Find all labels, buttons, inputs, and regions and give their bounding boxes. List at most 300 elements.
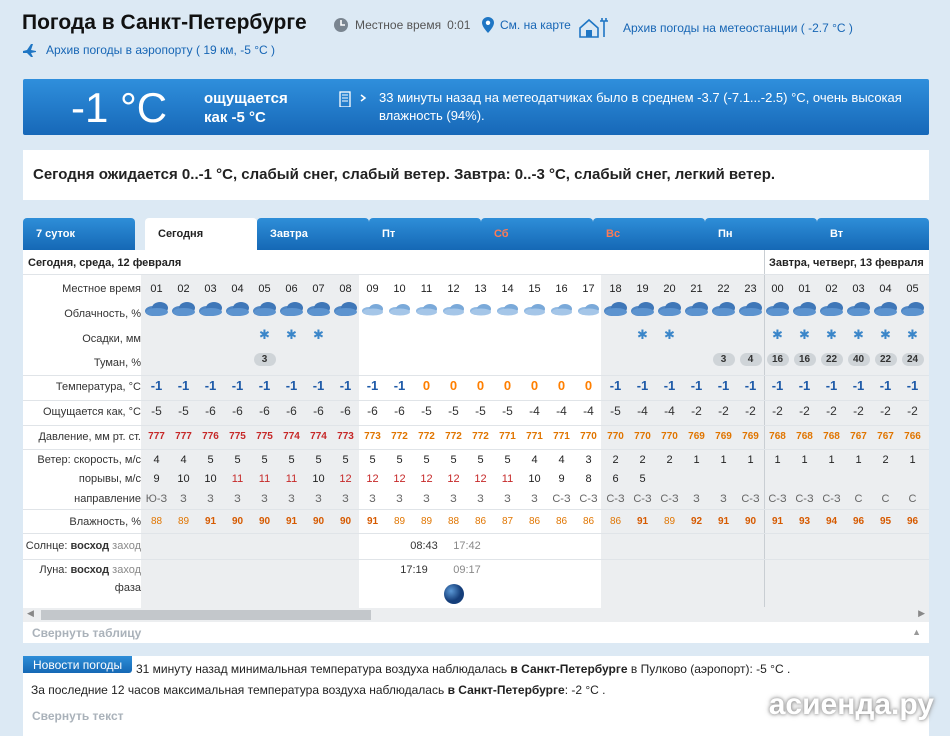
current-weather-bar: [23, 79, 929, 135]
scroll-right-icon[interactable]: ▶: [918, 608, 925, 618]
snow-icon: ✱: [826, 327, 837, 342]
today-label: Сегодня, среда, 12 февраля: [28, 257, 182, 269]
pressure-value: 768: [823, 431, 840, 442]
humidity-value: 89: [420, 516, 433, 527]
pressure-value: 769: [715, 431, 732, 442]
feels-value: -2: [880, 404, 891, 418]
humidity-value: 90: [339, 516, 352, 527]
row-label-gusts: порывы, м/с: [78, 473, 141, 485]
wind-value: 3: [585, 454, 592, 466]
gust-value: 6: [612, 473, 619, 485]
snow-icon: ✱: [853, 327, 864, 342]
cloud-icon: [710, 301, 737, 320]
pressure-value: 768: [769, 431, 786, 442]
temp-value: -1: [312, 378, 325, 393]
hour-label: 20: [663, 283, 676, 295]
cloud-icon: [521, 301, 548, 320]
gust-value: 12: [447, 473, 460, 485]
wind-value: 2: [666, 454, 673, 466]
wind-dir: З: [477, 493, 484, 505]
temp-value: -1: [771, 378, 784, 393]
wind-dir: З: [504, 493, 511, 505]
row-label-moon: Луна: восход заход: [39, 564, 141, 576]
humidity-value: 91: [717, 516, 730, 527]
fog-badge: [818, 353, 845, 366]
feels-value: -2: [799, 404, 810, 418]
tab-tue[interactable]: Вт: [817, 218, 929, 250]
humidity-value: 86: [609, 516, 622, 527]
hour-label: 10: [393, 283, 406, 295]
row-label-precip: Осадки, мм: [82, 333, 141, 345]
wind-dir: С: [854, 493, 863, 505]
humidity-value: 91: [285, 516, 298, 527]
tab-sat[interactable]: Сб: [481, 218, 593, 250]
temp-value: -1: [393, 378, 406, 393]
temp-value: -1: [609, 378, 622, 393]
pressure-value: 772: [472, 431, 489, 442]
wind-value: 1: [909, 454, 916, 466]
temp-value: 0: [530, 378, 539, 393]
header: [0, 0, 950, 70]
cloud-icon: [197, 301, 224, 320]
hour-label: 11: [420, 283, 433, 295]
humidity-value: 86: [582, 516, 595, 527]
gust-value: 12: [474, 473, 487, 485]
temp-value: -1: [663, 378, 676, 393]
news-line-1: 31 минуту назад минимальная температура воздуха наблюдалась в Санкт-Петербурге в Пулково (аэропорт): -5 °C .: [136, 662, 791, 676]
pressure-value: 775: [256, 431, 273, 442]
feels-value: -5: [610, 404, 621, 418]
wind-dir: З: [234, 493, 241, 505]
wind-value: 4: [180, 454, 187, 466]
hour-label: 03: [852, 283, 865, 295]
cloud-icon: [170, 301, 197, 320]
feels-like-line2: как -5 °C: [204, 109, 266, 126]
humidity-value: 96: [852, 516, 865, 527]
wind-dir: З: [342, 493, 349, 505]
cloud-icon: [899, 301, 926, 320]
feels-value: -5: [502, 404, 513, 418]
hour-label: 22: [717, 283, 730, 295]
gust-value: 10: [528, 473, 541, 485]
scroll-thumb[interactable]: [41, 610, 371, 620]
feels-like-line1: ощущается: [204, 90, 288, 107]
row-label-temp: Температура, °C: [55, 381, 141, 393]
gust-value: 10: [177, 473, 190, 485]
hour-label: 04: [231, 283, 244, 295]
wind-value: 1: [855, 454, 862, 466]
pressure-value: 770: [661, 431, 678, 442]
temp-value: -1: [177, 378, 190, 393]
feels-value: -6: [313, 404, 324, 418]
pressure-value: 771: [526, 431, 543, 442]
cloud-icon: [251, 301, 278, 320]
hour-label: 04: [879, 283, 892, 295]
gust-value: 8: [585, 473, 592, 485]
airport-archive-link[interactable]: [22, 43, 275, 57]
humidity-value: 86: [528, 516, 541, 527]
collapse-text-link[interactable]: Свернуть текст: [32, 709, 124, 723]
tab-today[interactable]: Сегодня: [145, 218, 257, 250]
wind-dir: З: [693, 493, 700, 505]
wind-dir: С-З: [741, 493, 760, 505]
hour-label: 01: [150, 283, 163, 295]
wind-value: 5: [342, 454, 349, 466]
humidity-value: 91: [366, 516, 379, 527]
pressure-value: 773: [364, 431, 381, 442]
feels-value: -2: [907, 404, 918, 418]
map-link[interactable]: [482, 17, 571, 33]
humidity-value: 86: [555, 516, 568, 527]
row-label-time: Местное время: [62, 283, 141, 295]
cloud-icon: [305, 301, 332, 320]
pressure-value: 776: [202, 431, 219, 442]
hour-label: 17: [582, 283, 595, 295]
pressure-value: 774: [283, 431, 300, 442]
wind-dir: З: [180, 493, 187, 505]
hour-label: 19: [636, 283, 649, 295]
fog-value: 16: [794, 353, 816, 366]
wind-value: 2: [612, 454, 619, 466]
wind-value: 1: [747, 454, 754, 466]
hour-label: 23: [744, 283, 757, 295]
feels-value: -5: [421, 404, 432, 418]
fog-badge: [845, 353, 872, 366]
sunrise-time: 08:43: [410, 540, 438, 552]
wind-dir: З: [369, 493, 376, 505]
wind-value: 5: [315, 454, 322, 466]
building-sensor-icon: [338, 89, 368, 107]
cloud-icon: [386, 301, 413, 320]
feels-value: -4: [529, 404, 540, 418]
temp-value: 0: [503, 378, 512, 393]
cloud-icon: [818, 301, 845, 320]
fog-value: 4: [740, 353, 762, 366]
row-label-fog: Туман, %: [93, 357, 141, 369]
forecast-summary: Сегодня ожидается 0..-1 °C, слабый снег, слабый ветер. Завтра: 0..-3 °C, слабый снег, легкий ветер.: [23, 150, 929, 200]
fog-value: 40: [848, 353, 870, 366]
humidity-value: 89: [393, 516, 406, 527]
humidity-value: 89: [663, 516, 676, 527]
feels-value: -6: [340, 404, 351, 418]
wind-value: 1: [801, 454, 808, 466]
humidity-value: 88: [150, 516, 163, 527]
row-label-cloud: Облачность, %: [64, 308, 141, 320]
gust-value: 9: [558, 473, 565, 485]
local-time-label: Местное время: [355, 18, 442, 32]
wind-dir: З: [450, 493, 457, 505]
pressure-value: 767: [850, 431, 867, 442]
hour-label: 12: [447, 283, 460, 295]
cloud-icon: [494, 301, 521, 320]
temp-value: -1: [366, 378, 379, 393]
temp-value: -1: [852, 378, 865, 393]
cloud-icon: [737, 301, 764, 320]
wind-value: 4: [531, 454, 538, 466]
pressure-value: 772: [418, 431, 435, 442]
hour-label: 02: [177, 283, 190, 295]
humidity-value: 91: [771, 516, 784, 527]
pressure-value: 770: [580, 431, 597, 442]
wind-value: 5: [423, 454, 430, 466]
hour-label: 01: [798, 283, 811, 295]
feels-value: -5: [448, 404, 459, 418]
feels-value: -2: [826, 404, 837, 418]
hour-label: 13: [474, 283, 487, 295]
temp-value: -1: [258, 378, 271, 393]
feels-value: -5: [475, 404, 486, 418]
hour-label: 06: [285, 283, 298, 295]
wind-value: 4: [153, 454, 160, 466]
hour-label: 07: [312, 283, 325, 295]
temp-value: 0: [557, 378, 566, 393]
wind-dir: С-З: [822, 493, 841, 505]
tab-fri[interactable]: Пт: [369, 218, 481, 250]
feels-value: -5: [151, 404, 162, 418]
airport-archive-label[interactable]: Архив погоды в аэропорту ( 19 км, -5 °C ): [46, 43, 275, 57]
row-label-sun: Солнце: восход заход: [25, 540, 141, 552]
feels-value: -4: [556, 404, 567, 418]
tab-sun[interactable]: Вс: [593, 218, 705, 250]
page-title: Погода в Санкт-Петербурге: [22, 11, 307, 34]
temp-value: -1: [690, 378, 703, 393]
wind-value: 2: [882, 454, 889, 466]
feels-value: -6: [259, 404, 270, 418]
cloud-icon: [656, 301, 683, 320]
feels-value: -2: [772, 404, 783, 418]
wind-dir: З: [396, 493, 403, 505]
cloud-icon: [143, 301, 170, 320]
pressure-value: 777: [175, 431, 192, 442]
wind-dir: З: [288, 493, 295, 505]
gust-value: 10: [204, 473, 217, 485]
temp-value: -1: [636, 378, 649, 393]
feels-value: -4: [583, 404, 594, 418]
feels-value: -6: [367, 404, 378, 418]
wind-dir: З: [531, 493, 538, 505]
news-tag: Новости погоды: [23, 656, 132, 673]
snow-icon: ✱: [664, 327, 675, 342]
fog-value: 22: [875, 353, 897, 366]
fog-value: 3: [254, 353, 276, 366]
pressure-value: 766: [904, 431, 921, 442]
cloud-icon: [602, 301, 629, 320]
news-line-2: За последние 12 часов максимальная температура воздуха наблюдалась в Санкт-Петербурге: -2 °C .: [31, 683, 606, 697]
cloud-icon: [764, 301, 791, 320]
day-tabs: [23, 213, 929, 250]
feels-value: -6: [394, 404, 405, 418]
humidity-value: 93: [798, 516, 811, 527]
gust-value: 10: [312, 473, 325, 485]
wind-value: 5: [369, 454, 376, 466]
fog-badge: [764, 353, 791, 366]
station-archive-link[interactable]: [579, 17, 853, 39]
sensor-text: 33 минуты назад на метеодатчиках было в среднем -3.7 (-7.1...-2.5) °C, очень высокая влажность (94%).: [379, 90, 902, 123]
snow-icon: ✱: [772, 327, 783, 342]
feels-value: -2: [691, 404, 702, 418]
humidity-value: 90: [744, 516, 757, 527]
hour-label: 18: [609, 283, 622, 295]
wind-dir: З: [315, 493, 322, 505]
humidity-value: 88: [447, 516, 460, 527]
snow-icon: ✱: [799, 327, 810, 342]
temp-value: 0: [584, 378, 593, 393]
wind-value: 5: [288, 454, 295, 466]
pressure-value: 774: [310, 431, 327, 442]
moonrise-time: 17:19: [400, 564, 428, 576]
cloud-icon: [332, 301, 359, 320]
gust-value: 11: [501, 473, 514, 485]
hour-label: 05: [906, 283, 919, 295]
wind-dir: С-З: [579, 493, 598, 505]
row-label-feels: Ощущается как, °C: [42, 406, 141, 418]
temp-value: -1: [906, 378, 919, 393]
wind-value: 5: [504, 454, 511, 466]
hour-label: 16: [555, 283, 568, 295]
cloud-icon: [791, 301, 818, 320]
pressure-value: 770: [634, 431, 651, 442]
feels-value: -6: [232, 404, 243, 418]
humidity-value: 94: [825, 516, 838, 527]
cloud-icon: [413, 301, 440, 320]
temp-value: -1: [744, 378, 757, 393]
temp-value: -1: [204, 378, 217, 393]
pressure-value: 771: [499, 431, 516, 442]
local-time-value: 0:01: [447, 18, 471, 32]
cloud-icon: [224, 301, 251, 320]
temp-value: -1: [717, 378, 730, 393]
feels-value: -2: [745, 404, 756, 418]
wind-value: 1: [720, 454, 727, 466]
temp-value: 0: [422, 378, 431, 393]
wind-dir: З: [261, 493, 268, 505]
wind-dir: З: [423, 493, 430, 505]
hour-label: 15: [528, 283, 541, 295]
map-pin-icon: [482, 17, 494, 33]
tomorrow-label: Завтра, четверг, 13 февраля: [769, 257, 924, 269]
hour-label: 09: [366, 283, 379, 295]
humidity-value: 86: [474, 516, 487, 527]
feels-value: -4: [664, 404, 675, 418]
temp-value: -1: [285, 378, 298, 393]
fog-badge: [872, 353, 899, 366]
pressure-value: 767: [877, 431, 894, 442]
cloud-icon: [440, 301, 467, 320]
feels-value: -5: [178, 404, 189, 418]
row-label-dir: направление: [74, 493, 141, 505]
wind-dir: С-З: [606, 493, 625, 505]
humidity-value: 90: [312, 516, 325, 527]
cloud-icon: [467, 301, 494, 320]
temp-value: -1: [879, 378, 892, 393]
fog-value: 24: [902, 353, 924, 366]
pressure-value: 775: [229, 431, 246, 442]
gust-value: 5: [639, 473, 646, 485]
forecast-table: [23, 213, 929, 643]
gust-value: 12: [393, 473, 406, 485]
map-link-label[interactable]: См. на карте: [500, 18, 571, 32]
gust-value: 11: [285, 473, 298, 485]
feels-like: [204, 89, 288, 127]
temp-value: -1: [825, 378, 838, 393]
wind-dir: С: [908, 493, 917, 505]
snow-icon: ✱: [259, 327, 270, 342]
hour-label: 00: [771, 283, 784, 295]
gust-value: 11: [231, 473, 244, 485]
temp-value: 0: [476, 378, 485, 393]
temp-value: -1: [798, 378, 811, 393]
fog-value: 16: [767, 353, 789, 366]
hour-label: 02: [825, 283, 838, 295]
humidity-value: 89: [177, 516, 190, 527]
wind-dir: С: [881, 493, 890, 505]
wind-dir: С-З: [660, 493, 679, 505]
fog-badge: [737, 353, 764, 366]
pressure-value: 772: [391, 431, 408, 442]
humidity-value: 90: [231, 516, 244, 527]
scroll-left-icon[interactable]: ◀: [27, 608, 34, 618]
wind-dir: С-З: [633, 493, 652, 505]
row-label-pressure: Давление, мм рт. ст.: [38, 431, 141, 443]
table-scrollbar[interactable]: [23, 608, 929, 622]
temp-value: -1: [231, 378, 244, 393]
tab-mon[interactable]: Пн: [705, 218, 817, 250]
wind-dir: С-З: [795, 493, 814, 505]
temp-value: -1: [150, 378, 163, 393]
gust-value: 12: [339, 473, 352, 485]
wind-value: 1: [693, 454, 700, 466]
feels-value: -2: [718, 404, 729, 418]
snow-icon: ✱: [637, 327, 648, 342]
cloud-icon: [872, 301, 899, 320]
airplane-icon: [22, 43, 38, 57]
fog-value: 22: [821, 353, 843, 366]
humidity-value: 92: [690, 516, 703, 527]
wind-dir: С-З: [552, 493, 571, 505]
pressure-value: 769: [742, 431, 759, 442]
tab-tomorrow[interactable]: Завтра: [257, 218, 369, 250]
wind-dir: Ю-З: [145, 493, 168, 505]
snow-icon: ✱: [313, 327, 324, 342]
wind-value: 1: [774, 454, 781, 466]
wind-value: 5: [477, 454, 484, 466]
fog-badge: [899, 353, 926, 366]
wind-dir: С-З: [768, 493, 787, 505]
pressure-value: 769: [688, 431, 705, 442]
snow-icon: ✱: [286, 327, 297, 342]
cloud-icon: [575, 301, 602, 320]
pressure-value: 771: [553, 431, 570, 442]
station-archive-label[interactable]: Архив погоды на метеостанции ( -2.7 °C ): [623, 21, 853, 35]
row-label-humid: Влажность, %: [69, 516, 141, 528]
feels-value: -6: [205, 404, 216, 418]
fog-badge: [710, 353, 737, 366]
collapse-table-link[interactable]: Свернуть таблицу: [32, 626, 142, 640]
wind-value: 4: [558, 454, 565, 466]
tab-7-days[interactable]: 7 суток: [23, 218, 135, 250]
wind-value: 1: [828, 454, 835, 466]
fog-badge: [251, 353, 278, 366]
humidity-value: 96: [906, 516, 919, 527]
moonset-time: 09:17: [453, 564, 481, 576]
local-time: [333, 17, 470, 33]
watermark-logo: асиенда.ру: [768, 688, 934, 721]
collapse-arrow-icon[interactable]: ▲: [912, 627, 921, 637]
humidity-value: 91: [636, 516, 649, 527]
feels-value: -4: [637, 404, 648, 418]
row-label-wind: Ветер: скорость, м/с: [37, 454, 141, 466]
gust-value: 11: [258, 473, 271, 485]
